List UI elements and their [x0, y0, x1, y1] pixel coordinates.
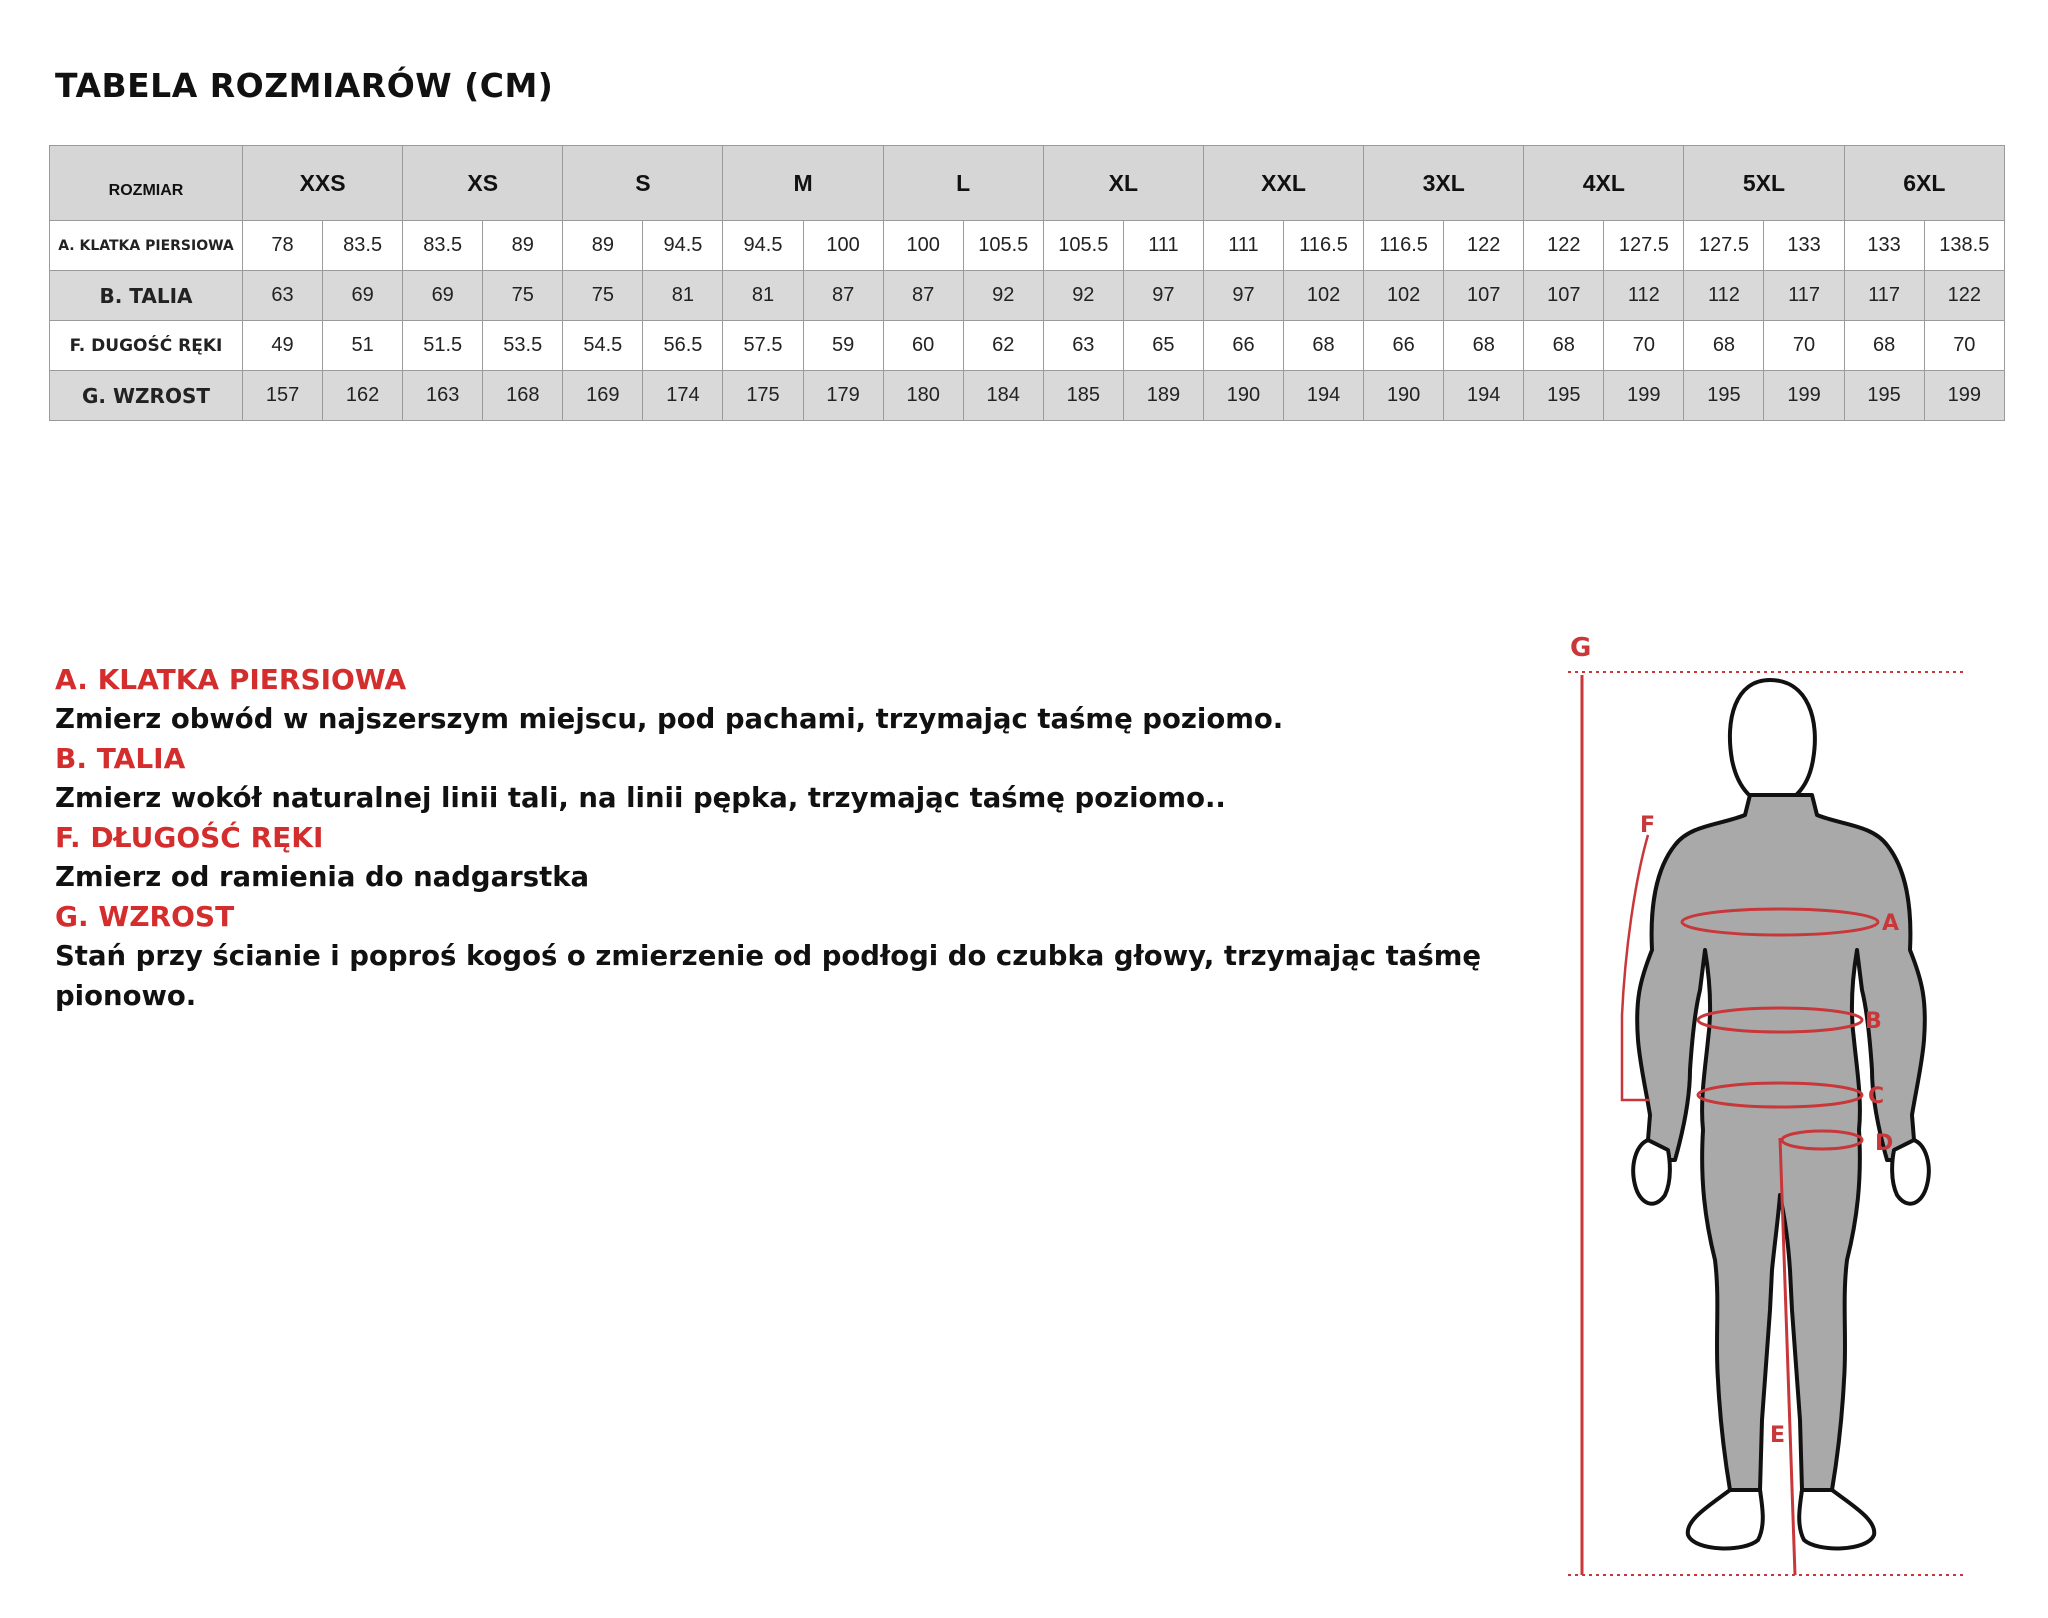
table-cell: 51.5 [403, 321, 483, 371]
table-cell: 68 [1444, 321, 1524, 371]
table-cell: 195 [1684, 371, 1764, 421]
table-cell: 53.5 [483, 321, 563, 371]
row-label: B. TALIA [50, 271, 243, 321]
table-cell: 185 [1043, 371, 1123, 421]
instruction-text: Stań przy ścianie i poproś kogoś o zmierzenie od podłogi do czubka głowy, trzymając taśmę pionowo. [55, 940, 1481, 1012]
instruction-heading: B. TALIA [55, 742, 186, 775]
label-g: G [1570, 633, 1592, 663]
row-label: G. WZROST [50, 371, 243, 421]
table-cell: 112 [1604, 271, 1684, 321]
size-header-cell: XXS [243, 146, 403, 221]
table-cell: 190 [1203, 371, 1283, 421]
table-cell: 105.5 [1043, 221, 1123, 271]
right-foot-shape [1799, 1490, 1874, 1548]
instruction-heading: F. DŁUGOŚĆ RĘKI [55, 821, 324, 854]
table-cell: 175 [723, 371, 803, 421]
instruction-waist [55, 739, 1545, 818]
table-cell: 190 [1364, 371, 1444, 421]
instruction-text: Zmierz wokół naturalnej linii tali, na linii pępka, trzymając taśmę poziomo.. [55, 782, 1226, 814]
size-header-cell: XS [403, 146, 563, 221]
size-header-cell: XXL [1203, 146, 1363, 221]
size-header-cell: L [883, 146, 1043, 221]
table-cell: 100 [803, 221, 883, 271]
table-cell: 66 [1203, 321, 1283, 371]
table-cell: 122 [1924, 271, 2004, 321]
table-cell: 122 [1444, 221, 1524, 271]
table-cell: 83.5 [323, 221, 403, 271]
table-cell: 116.5 [1364, 221, 1444, 271]
table-cell: 63 [1043, 321, 1123, 371]
instruction-heading: A. KLATKA PIERSIOWA [55, 663, 407, 696]
table-cell: 127.5 [1604, 221, 1684, 271]
right-hand-shape [1892, 1140, 1929, 1204]
size-header-cell: 3XL [1364, 146, 1524, 221]
table-cell: 117 [1844, 271, 1924, 321]
table-row [50, 321, 2005, 371]
label-c: C [1868, 1084, 1885, 1109]
table-cell: 60 [883, 321, 963, 371]
table-cell: 174 [643, 371, 723, 421]
table-cell: 112 [1684, 271, 1764, 321]
label-a: A [1882, 911, 1900, 936]
table-cell: 56.5 [643, 321, 723, 371]
table-cell: 194 [1444, 371, 1524, 421]
table-cell: 199 [1924, 371, 2004, 421]
table-cell: 179 [803, 371, 883, 421]
table-cell: 195 [1844, 371, 1924, 421]
label-e: E [1770, 1423, 1786, 1448]
table-cell: 89 [483, 221, 563, 271]
measurement-figure [1540, 620, 1990, 1580]
table-cell: 75 [483, 271, 563, 321]
table-cell: 133 [1844, 221, 1924, 271]
table-cell: 68 [1284, 321, 1364, 371]
instruction-text: Zmierz obwód w najszerszym miejscu, pod pachami, trzymając taśmę poziomo. [55, 703, 1284, 735]
size-header-cell: S [563, 146, 723, 221]
table-cell: 68 [1524, 321, 1604, 371]
table-cell: 62 [963, 321, 1043, 371]
table-cell: 168 [483, 371, 563, 421]
table-cell: 199 [1764, 371, 1844, 421]
instruction-chest [55, 660, 1545, 739]
table-cell: 83.5 [403, 221, 483, 271]
table-cell: 65 [1123, 321, 1203, 371]
table-cell: 69 [323, 271, 403, 321]
table-cell: 199 [1604, 371, 1684, 421]
instruction-arm-length [55, 818, 1545, 897]
table-cell: 122 [1524, 221, 1604, 271]
table-cell: 70 [1604, 321, 1684, 371]
table-cell: 81 [723, 271, 803, 321]
table-cell: 184 [963, 371, 1043, 421]
table-cell: 49 [243, 321, 323, 371]
table-row [50, 221, 2005, 271]
table-cell: 169 [563, 371, 643, 421]
table-cell: 116.5 [1284, 221, 1364, 271]
table-cell: 107 [1524, 271, 1604, 321]
table-cell: 66 [1364, 321, 1444, 371]
table-cell: 194 [1284, 371, 1364, 421]
instruction-heading: G. WZROST [55, 900, 235, 933]
size-header-cell: 4XL [1524, 146, 1684, 221]
table-cell: 111 [1123, 221, 1203, 271]
table-cell: 195 [1524, 371, 1604, 421]
table-cell: 117 [1764, 271, 1844, 321]
table-cell: 102 [1364, 271, 1444, 321]
table-cell: 127.5 [1684, 221, 1764, 271]
suit-silhouette [1633, 680, 1929, 1548]
table-cell: 180 [883, 371, 963, 421]
table-row [50, 371, 2005, 421]
head-shape [1730, 680, 1815, 805]
table-cell: 54.5 [563, 321, 643, 371]
table-cell: 70 [1924, 321, 2004, 371]
size-header-cell: XL [1043, 146, 1203, 221]
table-cell: 75 [563, 271, 643, 321]
table-cell: 107 [1444, 271, 1524, 321]
table-cell: 59 [803, 321, 883, 371]
table-cell: 57.5 [723, 321, 803, 371]
table-cell: 111 [1203, 221, 1283, 271]
table-cell: 78 [243, 221, 323, 271]
label-f: F [1640, 813, 1656, 838]
table-cell: 69 [403, 271, 483, 321]
table-cell: 68 [1844, 321, 1924, 371]
table-cell: 87 [883, 271, 963, 321]
table-cell: 92 [1043, 271, 1123, 321]
table-cell: 94.5 [643, 221, 723, 271]
table-cell: 94.5 [723, 221, 803, 271]
row-label: F. DUGOŚĆ RĘKI [50, 321, 243, 371]
size-header-cell: 5XL [1684, 146, 1844, 221]
body-suit-illustration [1540, 620, 1990, 1580]
table-cell: 105.5 [963, 221, 1043, 271]
size-header-cell: M [723, 146, 883, 221]
label-d: D [1875, 1131, 1894, 1156]
instruction-height [55, 897, 1545, 1016]
table-cell: 70 [1764, 321, 1844, 371]
table-cell: 157 [243, 371, 323, 421]
table-row [50, 271, 2005, 321]
table-cell: 97 [1203, 271, 1283, 321]
table-cell: 63 [243, 271, 323, 321]
measurement-instructions [55, 660, 1545, 1016]
table-cell: 81 [643, 271, 723, 321]
left-foot-shape [1688, 1490, 1763, 1548]
size-header-row [50, 146, 2005, 221]
page-title: TABELA ROZMIARÓW (CM) [55, 66, 554, 105]
row-label: A. KLATKA PIERSIOWA [50, 221, 243, 271]
size-header-corner: ROZMIAR [50, 146, 243, 221]
table-cell: 87 [803, 271, 883, 321]
table-cell: 92 [963, 271, 1043, 321]
table-cell: 189 [1123, 371, 1203, 421]
table-cell: 97 [1123, 271, 1203, 321]
table-cell: 163 [403, 371, 483, 421]
table-cell: 51 [323, 321, 403, 371]
table-cell: 102 [1284, 271, 1364, 321]
table-cell: 133 [1764, 221, 1844, 271]
table-cell: 68 [1684, 321, 1764, 371]
size-table [49, 145, 2005, 421]
instruction-text: Zmierz od ramienia do nadgarstka [55, 861, 590, 893]
table-cell: 100 [883, 221, 963, 271]
left-hand-shape [1633, 1140, 1670, 1204]
table-cell: 138.5 [1924, 221, 2004, 271]
table-cell: 89 [563, 221, 643, 271]
label-b: B [1865, 1009, 1882, 1034]
table-cell: 162 [323, 371, 403, 421]
size-header-cell: 6XL [1844, 146, 2004, 221]
